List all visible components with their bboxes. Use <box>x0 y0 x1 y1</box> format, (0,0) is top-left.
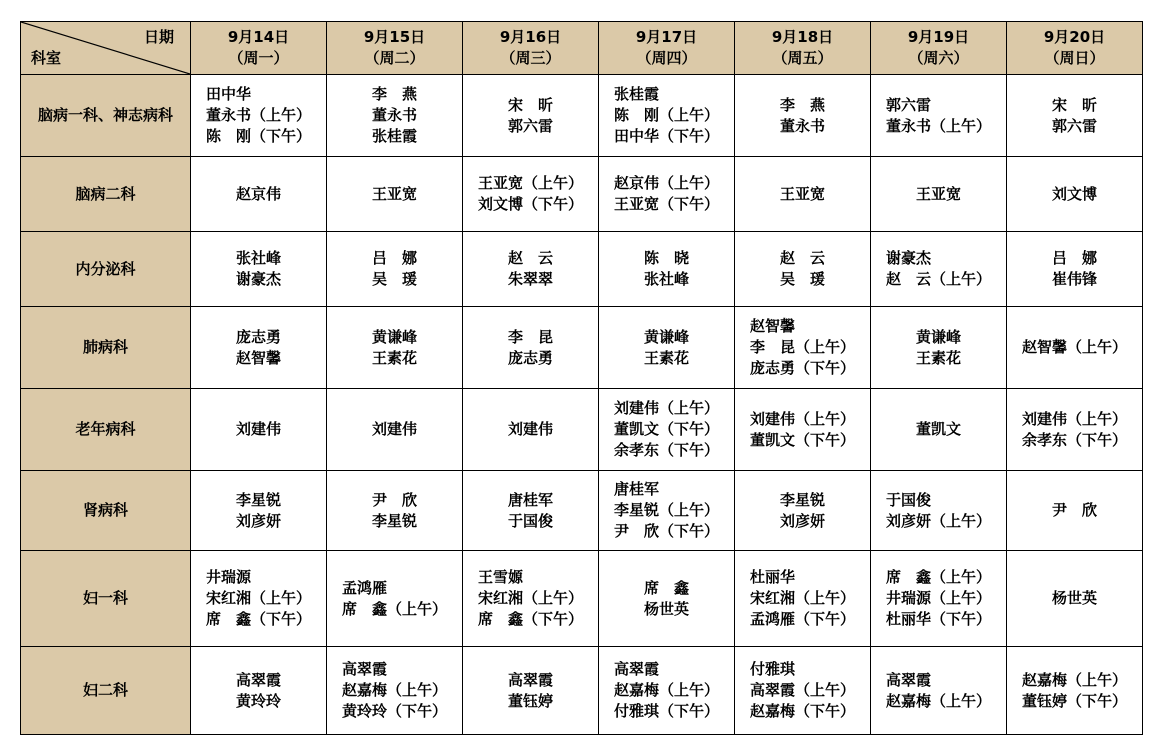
doctor-entry: 赵京伟 <box>235 184 281 203</box>
duty-cell <box>1007 389 1143 471</box>
doctor-entry: 吴 瑗 <box>779 270 825 288</box>
duty-schedule-table <box>20 21 1143 735</box>
duty-cell-lines <box>614 659 719 722</box>
duty-cell-lines <box>1052 95 1097 137</box>
doctor-entry: 刘彦妍 <box>779 511 825 530</box>
duty-cell <box>871 307 1007 389</box>
duty-cell-lines <box>372 248 417 290</box>
doctor-entry: 余孝东（下午） <box>613 441 719 459</box>
doctor-entry: 高翠霞 <box>885 670 931 689</box>
doctor-entry: 张桂霞 <box>371 127 417 145</box>
duty-cell-lines <box>236 419 281 440</box>
doctor-entry: 尹 欣（下午） <box>613 522 719 540</box>
doctor-entry: 刘文博 <box>1051 184 1097 203</box>
doctor-entry: 黄谦峰 <box>643 327 689 346</box>
doctor-entry: 尹 欣 <box>1051 501 1097 519</box>
doctor-entry: 高翠霞（上午） <box>749 681 855 699</box>
doctor-entry: 庞志勇（下午） <box>749 359 855 377</box>
doctor-entry: 赵 云 <box>779 249 825 267</box>
doctor-entry: 刘彦妍 <box>235 511 281 530</box>
duty-cell-lines <box>916 419 961 440</box>
duty-cell <box>463 307 599 389</box>
duty-cell <box>463 157 599 232</box>
doctor-entry: 李 昆（上午） <box>749 338 855 356</box>
doctor-entry: 谢豪杰 <box>235 270 281 288</box>
doctor-entry: 李星锐 <box>235 490 281 509</box>
department-row <box>21 551 1143 647</box>
duty-cell <box>871 232 1007 307</box>
duty-cell <box>463 471 599 551</box>
duty-cell <box>599 389 735 471</box>
department-row <box>21 307 1143 389</box>
doctor-entry: 赵嘉梅（下午） <box>749 702 855 720</box>
duty-cell-lines <box>780 95 825 137</box>
doctor-entry: 席 鑫（上午） <box>885 568 991 586</box>
duty-cell <box>735 307 871 389</box>
department-row <box>21 647 1143 735</box>
duty-cell-lines <box>644 248 689 290</box>
department-row <box>21 471 1143 551</box>
doctor-entry: 董永书 <box>371 106 417 124</box>
duty-cell <box>191 389 327 471</box>
doctor-entry: 席 鑫（下午） <box>205 610 311 628</box>
doctor-entry: 董钰婷 <box>507 691 553 710</box>
doctor-entry: 宋 昕 <box>507 95 553 114</box>
department-name-cell: 脑病一科、神志病科 <box>21 75 191 157</box>
doctor-entry: 余孝东（下午） <box>1021 430 1127 449</box>
doctor-entry: 赵京伟（上午） <box>613 174 719 192</box>
doctor-entry: 陈 晓 <box>643 249 689 267</box>
doctor-entry: 刘彦妍（上午） <box>885 511 991 530</box>
department-name-cell: 妇二科 <box>21 647 191 735</box>
duty-cell <box>191 232 327 307</box>
doctor-entry: 李星锐 <box>371 511 417 530</box>
duty-cell-lines <box>1022 337 1127 358</box>
duty-cell-lines <box>780 490 825 532</box>
duty-cell-lines <box>886 248 991 290</box>
duty-cell <box>599 157 735 232</box>
duty-cell-lines <box>1022 409 1127 451</box>
doctor-entry: 陈 刚（下午） <box>205 127 311 145</box>
doctor-entry: 张社峰 <box>235 249 281 267</box>
doctor-entry: 刘文博（下午） <box>477 195 583 213</box>
day-header-cell <box>735 22 871 75</box>
day-date: 9月17日 <box>635 28 698 46</box>
doctor-entry: 王亚宽 <box>915 184 961 203</box>
duty-cell-lines <box>342 578 447 620</box>
duty-cell <box>327 307 463 389</box>
doctor-entry: 赵嘉梅（上午） <box>613 681 719 699</box>
doctor-entry: 郭六雷 <box>885 95 931 114</box>
day-weekday: （周四） <box>636 49 697 67</box>
duty-cell <box>735 389 871 471</box>
day-weekday: （周三） <box>500 49 561 67</box>
duty-cell <box>1007 647 1143 735</box>
duty-cell <box>599 551 735 647</box>
header-row <box>21 22 1143 75</box>
duty-cell-lines <box>1052 588 1097 609</box>
doctor-entry: 杨世英 <box>643 599 689 618</box>
duty-cell <box>871 471 1007 551</box>
duty-cell <box>463 389 599 471</box>
duty-cell-lines <box>886 490 991 532</box>
doctor-entry: 田中华 <box>205 85 251 103</box>
doctor-entry: 付雅琪（下午） <box>613 702 719 720</box>
duty-cell-lines <box>614 398 719 461</box>
doctor-entry: 刘建伟（上午） <box>749 409 855 428</box>
doctor-entry: 赵嘉梅（上午） <box>885 691 991 710</box>
duty-cell-lines <box>372 419 417 440</box>
day-header-cell <box>463 22 599 75</box>
day-date: 9月14日 <box>227 28 290 46</box>
department-row <box>21 157 1143 232</box>
department-row <box>21 232 1143 307</box>
department-name-cell: 内分泌科 <box>21 232 191 307</box>
doctor-entry: 高翠霞 <box>613 660 659 678</box>
doctor-entry: 郭六雷 <box>1051 116 1097 135</box>
doctor-entry: 赵 云（上午） <box>885 270 991 288</box>
doctor-entry: 唐桂军 <box>613 480 659 498</box>
doctor-entry: 高翠霞 <box>235 670 281 689</box>
day-date: 9月16日 <box>499 28 562 46</box>
duty-cell <box>191 647 327 735</box>
duty-cell-lines <box>508 248 553 290</box>
doctor-entry: 赵智馨 <box>749 317 795 335</box>
doctor-entry: 王素花 <box>371 348 417 367</box>
doctor-entry: 董凯文（下午） <box>613 420 719 438</box>
doctor-entry: 于国俊 <box>885 490 931 509</box>
day-header-cell <box>1007 22 1143 75</box>
duty-cell-lines <box>236 248 281 290</box>
doctor-entry: 庞志勇 <box>507 348 553 367</box>
duty-cell-lines <box>916 184 961 205</box>
doctor-entry: 付雅琪 <box>749 660 795 678</box>
doctor-entry: 孟鸿雁 <box>341 578 387 597</box>
duty-cell <box>327 389 463 471</box>
doctor-entry: 李星锐 <box>779 490 825 509</box>
doctor-entry: 吕 娜 <box>1051 249 1097 267</box>
doctor-entry: 崔伟锋 <box>1051 270 1097 288</box>
day-header-cell <box>327 22 463 75</box>
duty-cell <box>191 75 327 157</box>
duty-cell <box>1007 307 1143 389</box>
duty-cell-lines <box>750 567 855 630</box>
duty-cell-lines <box>206 84 311 147</box>
doctor-entry: 唐桂军 <box>507 490 553 509</box>
duty-cell <box>327 232 463 307</box>
duty-cell <box>599 75 735 157</box>
duty-cell-lines <box>916 327 961 369</box>
duty-cell-lines <box>1052 500 1097 521</box>
duty-cell-lines <box>236 670 281 712</box>
duty-cell-lines <box>780 184 825 205</box>
duty-cell-lines <box>750 316 855 379</box>
duty-cell-lines <box>886 95 991 137</box>
duty-cell-lines <box>236 184 281 205</box>
duty-cell-lines <box>644 578 689 620</box>
day-weekday: （周六） <box>908 49 969 67</box>
duty-cell-lines <box>614 479 719 542</box>
department-row <box>21 389 1143 471</box>
doctor-entry: 李 燕 <box>371 85 417 103</box>
department-name-cell: 妇一科 <box>21 551 191 647</box>
duty-cell-lines <box>508 490 553 532</box>
duty-cell-lines <box>780 248 825 290</box>
doctor-entry: 黄谦峰 <box>915 327 961 346</box>
doctor-entry: 王亚宽（下午） <box>613 195 719 213</box>
duty-cell-lines <box>644 327 689 369</box>
doctor-entry: 高翠霞 <box>341 660 387 678</box>
duty-cell <box>735 157 871 232</box>
doctor-entry: 赵 云 <box>507 249 553 267</box>
duty-cell-lines <box>372 327 417 369</box>
duty-cell <box>463 75 599 157</box>
duty-cell <box>463 647 599 735</box>
duty-cell <box>327 647 463 735</box>
doctor-entry: 宋红湘（上午） <box>477 589 583 607</box>
day-weekday: （周日） <box>1044 49 1105 67</box>
doctor-entry: 董永书 <box>779 116 825 135</box>
day-weekday: （周二） <box>364 49 425 67</box>
date-column-label: 日期 <box>143 28 174 46</box>
doctor-entry: 高翠霞 <box>507 670 553 689</box>
doctor-entry: 井瑞源 <box>205 568 251 586</box>
duty-cell-lines <box>236 490 281 532</box>
doctor-entry: 席 鑫（下午） <box>477 610 583 628</box>
doctor-entry: 王亚宽（上午） <box>477 174 583 192</box>
duty-cell <box>1007 75 1143 157</box>
duty-cell-lines <box>1022 670 1127 712</box>
duty-cell-lines <box>206 567 311 630</box>
duty-cell-lines <box>372 490 417 532</box>
duty-cell <box>599 232 735 307</box>
duty-cell <box>191 471 327 551</box>
duty-cell-lines <box>236 327 281 369</box>
duty-cell <box>735 75 871 157</box>
duty-cell-lines <box>1052 248 1097 290</box>
doctor-entry: 杨世英 <box>1051 589 1097 607</box>
duty-cell <box>599 471 735 551</box>
duty-cell <box>327 551 463 647</box>
duty-cell-lines <box>886 670 991 712</box>
duty-cell <box>735 551 871 647</box>
duty-cell-lines <box>508 670 553 712</box>
department-row-label: 科室 <box>31 49 62 67</box>
doctor-entry: 黄谦峰 <box>371 327 417 346</box>
duty-cell-lines <box>372 184 417 205</box>
doctor-entry: 王亚宽 <box>779 184 825 203</box>
day-date: 9月19日 <box>907 28 970 46</box>
duty-cell-lines <box>342 659 447 722</box>
doctor-entry: 黄玲玲（下午） <box>341 702 447 720</box>
doctor-entry: 董钰婷（下午） <box>1021 691 1127 710</box>
doctor-entry: 井瑞源（上午） <box>885 589 991 607</box>
duty-cell <box>463 232 599 307</box>
duty-cell <box>1007 232 1143 307</box>
doctor-entry: 谢豪杰 <box>885 249 931 267</box>
duty-cell <box>327 75 463 157</box>
doctor-entry: 王亚宽 <box>371 184 417 203</box>
doctor-entry: 张桂霞 <box>613 85 659 103</box>
doctor-entry: 杜丽华（下午） <box>885 610 991 628</box>
doctor-entry: 宋红湘（上午） <box>749 589 855 607</box>
doctor-entry: 李 昆 <box>507 327 553 346</box>
duty-cell <box>871 389 1007 471</box>
duty-cell <box>191 307 327 389</box>
duty-cell-lines <box>614 173 719 215</box>
duty-cell-lines <box>508 327 553 369</box>
day-weekday: （周一） <box>228 49 289 67</box>
day-header-cell <box>599 22 735 75</box>
duty-cell <box>191 157 327 232</box>
doctor-entry: 席 鑫（上午） <box>341 599 447 618</box>
doctor-entry: 刘建伟 <box>507 420 553 438</box>
day-date: 9月18日 <box>771 28 834 46</box>
duty-cell-lines <box>372 84 417 147</box>
duty-cell-lines <box>478 567 583 630</box>
day-date: 9月15日 <box>363 28 426 46</box>
doctor-entry: 董凯文 <box>915 420 961 438</box>
doctor-entry: 刘建伟（上午） <box>613 399 719 417</box>
corner-header-cell <box>21 22 191 75</box>
doctor-entry: 陈 刚（上午） <box>613 106 719 124</box>
doctor-entry: 刘建伟 <box>235 420 281 438</box>
day-date: 9月20日 <box>1043 28 1106 46</box>
doctor-entry: 庞志勇 <box>235 327 281 346</box>
doctor-entry: 董永书（上午） <box>885 116 991 135</box>
doctor-entry: 李 燕 <box>779 95 825 114</box>
doctor-entry: 吕 娜 <box>371 249 417 267</box>
duty-cell <box>1007 551 1143 647</box>
duty-cell <box>599 647 735 735</box>
doctor-entry: 宋红湘（上午） <box>205 589 311 607</box>
duty-cell <box>599 307 735 389</box>
duty-cell <box>871 75 1007 157</box>
duty-cell <box>735 471 871 551</box>
department-name-cell: 肺病科 <box>21 307 191 389</box>
duty-cell <box>871 551 1007 647</box>
doctor-entry: 刘建伟（上午） <box>1021 409 1127 428</box>
doctor-entry: 董凯文（下午） <box>749 430 855 449</box>
department-row <box>21 75 1143 157</box>
department-name-cell: 老年病科 <box>21 389 191 471</box>
doctor-entry: 田中华（下午） <box>613 127 719 145</box>
duty-cell <box>327 157 463 232</box>
doctor-entry: 郭六雷 <box>507 116 553 135</box>
doctor-entry: 黄玲玲 <box>235 691 281 710</box>
duty-cell <box>463 551 599 647</box>
doctor-entry: 赵智馨 <box>235 348 281 367</box>
duty-cell-lines <box>614 84 719 147</box>
duty-cell <box>327 471 463 551</box>
doctor-entry: 刘建伟 <box>371 420 417 438</box>
doctor-entry: 宋 昕 <box>1051 95 1097 114</box>
duty-cell-lines <box>508 95 553 137</box>
doctor-entry: 张社峰 <box>643 270 689 288</box>
doctor-entry: 王素花 <box>643 348 689 367</box>
duty-cell-lines <box>886 567 991 630</box>
doctor-entry: 赵嘉梅（上午） <box>341 681 447 699</box>
duty-cell <box>735 647 871 735</box>
department-name-cell: 肾病科 <box>21 471 191 551</box>
duty-cell-lines <box>1052 184 1097 205</box>
doctor-entry: 赵智馨（上午） <box>1021 338 1127 356</box>
doctor-entry: 董永书（上午） <box>205 106 311 124</box>
duty-cell-lines <box>750 659 855 722</box>
department-name-cell: 脑病二科 <box>21 157 191 232</box>
duty-cell <box>735 232 871 307</box>
doctor-entry: 孟鸿雁（下午） <box>749 610 855 628</box>
duty-cell <box>1007 157 1143 232</box>
doctor-entry: 吴 瑗 <box>371 270 417 288</box>
duty-cell <box>871 647 1007 735</box>
doctor-entry: 王雪嫄 <box>477 568 523 586</box>
day-header-cell <box>191 22 327 75</box>
doctor-entry: 于国俊 <box>507 511 553 530</box>
duty-cell <box>191 551 327 647</box>
doctor-entry: 李星锐（上午） <box>613 501 719 519</box>
doctor-entry: 杜丽华 <box>749 568 795 586</box>
duty-cell-lines <box>508 419 553 440</box>
doctor-entry: 赵嘉梅（上午） <box>1021 670 1127 689</box>
day-header-cell <box>871 22 1007 75</box>
duty-cell <box>1007 471 1143 551</box>
duty-cell-lines <box>750 409 855 451</box>
duty-cell-lines <box>478 173 583 215</box>
doctor-entry: 尹 欣 <box>371 490 417 509</box>
doctor-entry: 朱翠翠 <box>507 270 553 288</box>
day-weekday: （周五） <box>772 49 833 67</box>
doctor-entry: 席 鑫 <box>643 578 689 597</box>
doctor-entry: 王素花 <box>915 348 961 367</box>
duty-cell <box>871 157 1007 232</box>
